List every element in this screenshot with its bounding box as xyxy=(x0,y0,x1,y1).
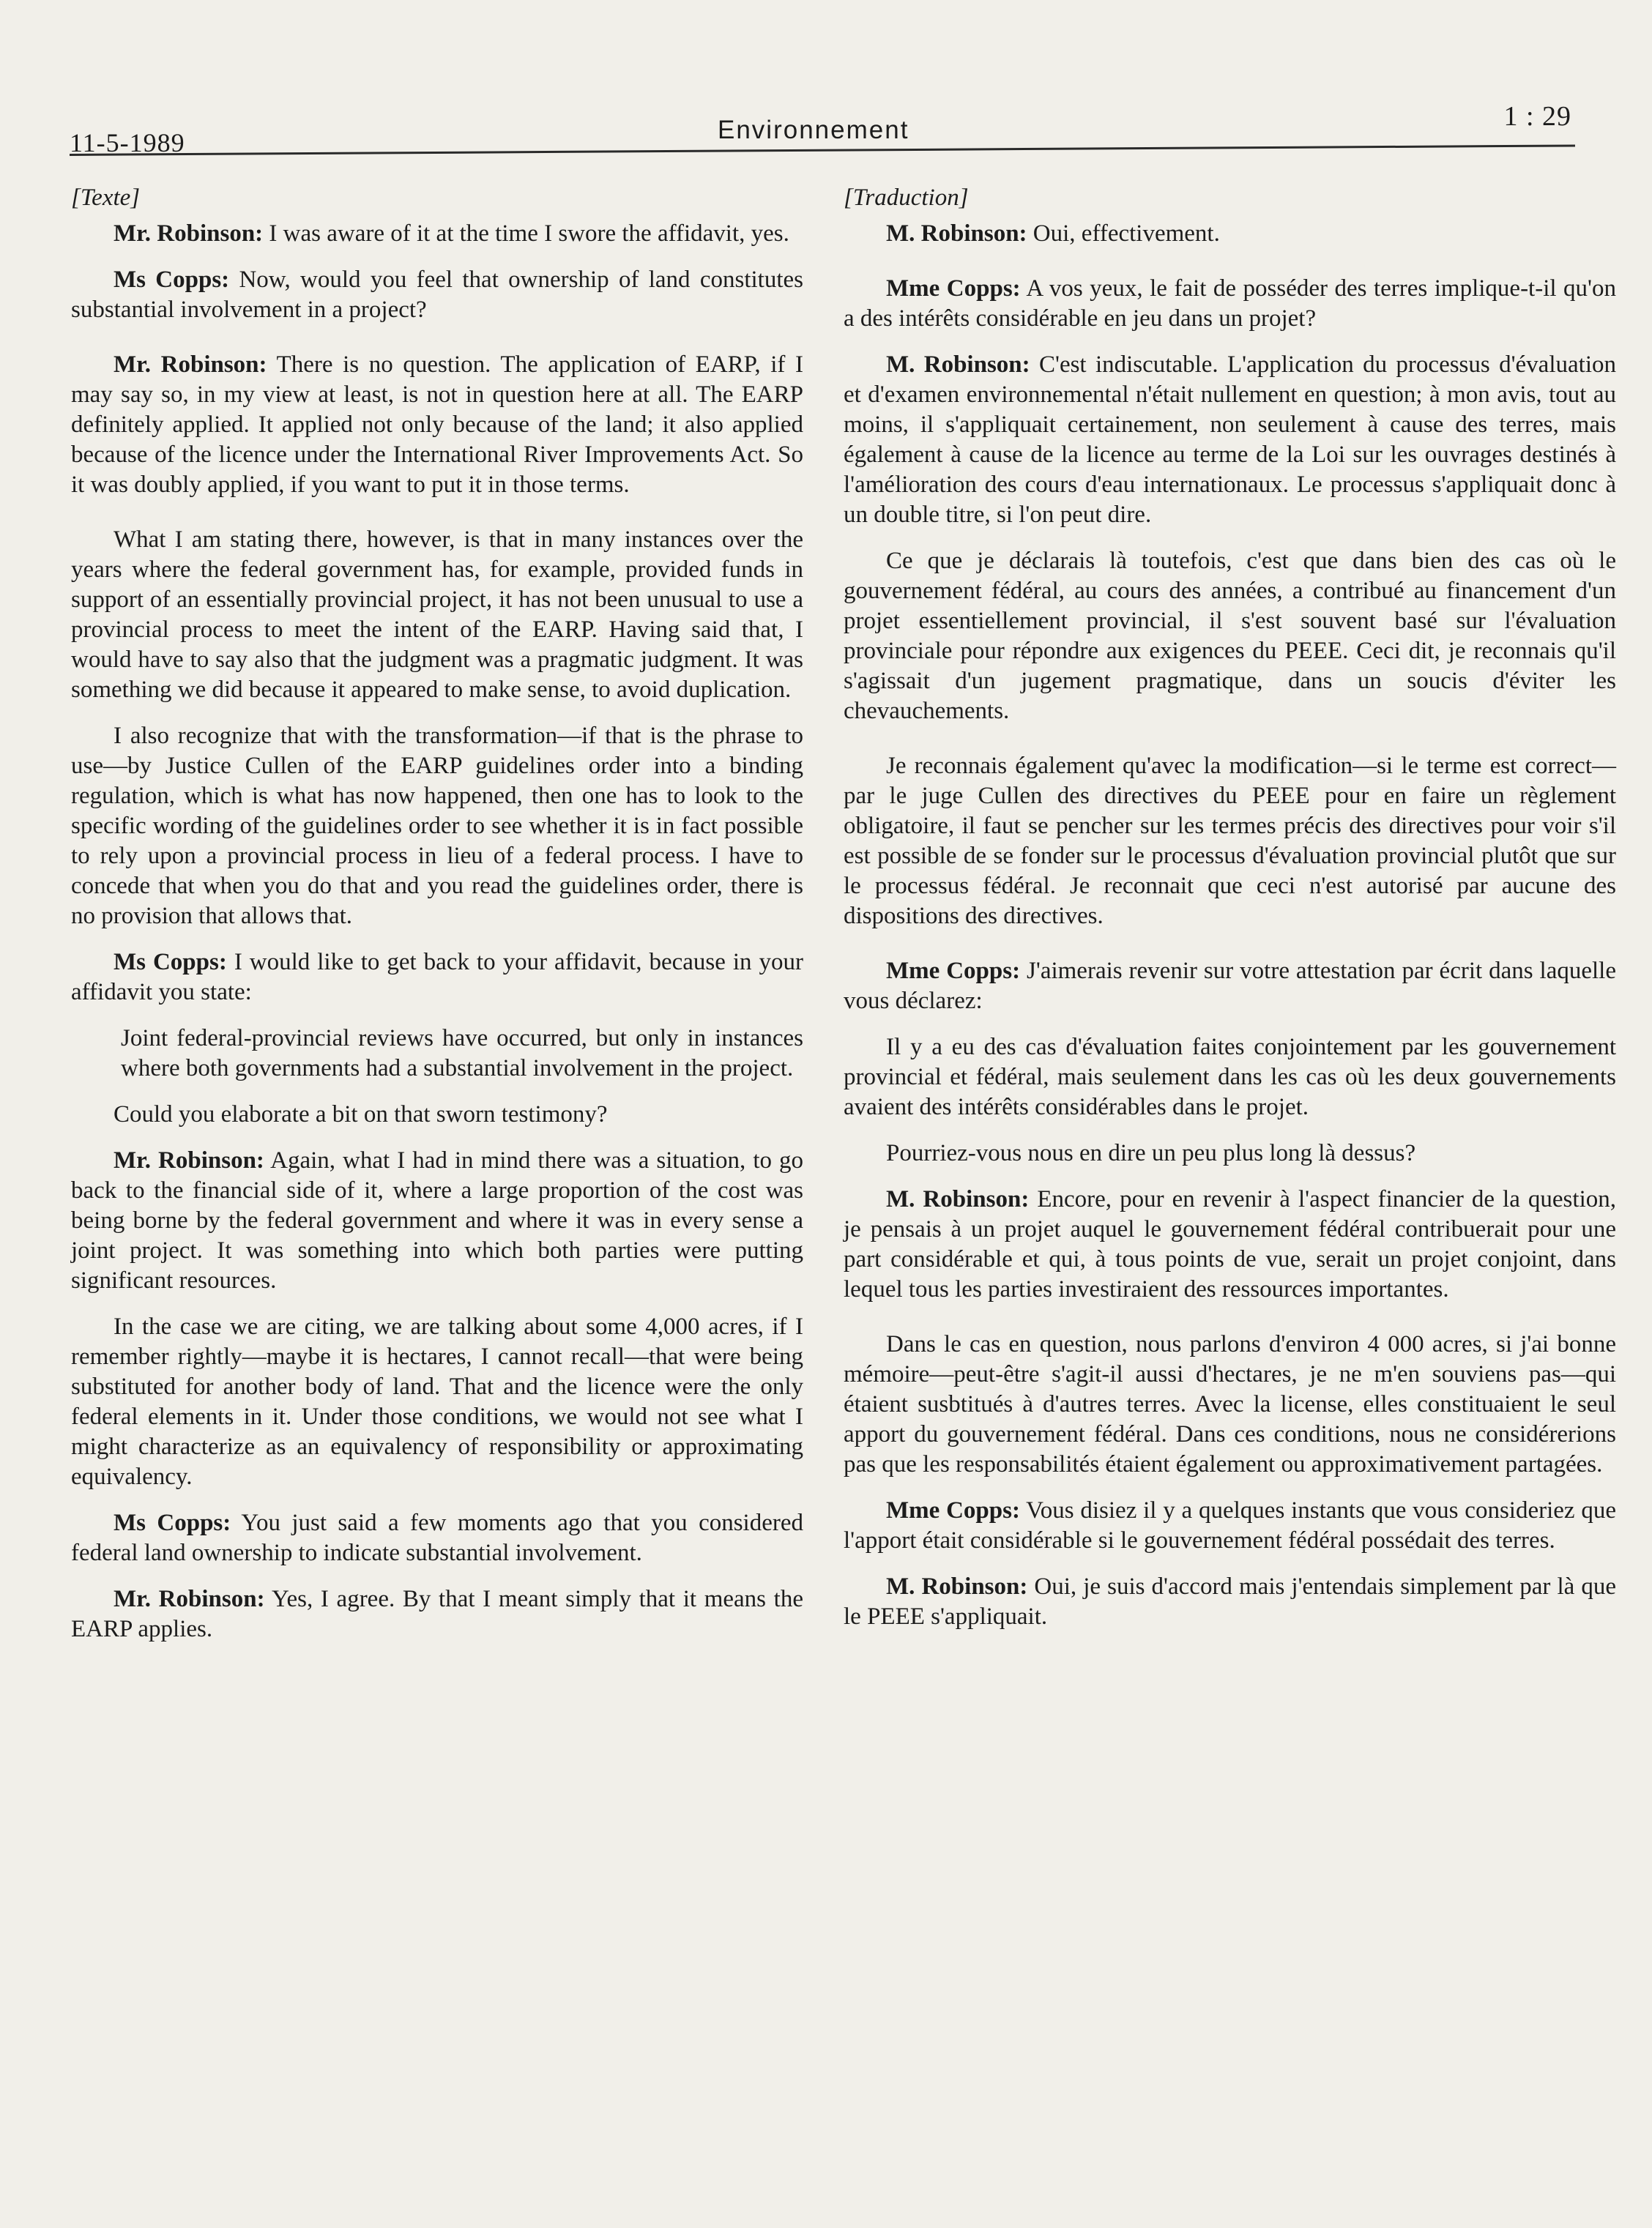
speaker-name: Mr. Robinson: xyxy=(114,1147,264,1174)
paragraph-text: I would like to get back to your affidavit, because in your affidavit you state: xyxy=(71,949,803,1005)
paragraph xyxy=(71,1146,803,1296)
speaker-name: M. Robinson: xyxy=(886,220,1027,247)
paragraph-text: Could you elaborate a bit on that sworn testimony? xyxy=(114,1101,608,1128)
paragraph-text: Oui, je suis d'accord mais j'entendais simplement par là que le PEEE s'appliquait. xyxy=(844,1573,1616,1630)
column-label: [Traduction] xyxy=(844,185,969,211)
paragraph-text: What I am stating there, however, is that in many instances over the years where the federal government has, for example, provided funds in support of an essentially provincial project, it has not been unusual to use a provincial process to meet the intent of the EARP. Having said that, I would have to say also that the judgment was a pragmatic judgment. It was something we did because it appeared to make sense, to avoid duplication. xyxy=(71,526,803,703)
paragraph-text: I was aware of it at the time I swore the affidavit, yes. xyxy=(263,220,789,247)
paragraph xyxy=(71,721,803,931)
paragraph xyxy=(844,1185,1616,1305)
paragraph-text: You just said a few moments ago that you considered federal land ownership to indicate substantial involvement. xyxy=(71,1510,804,1566)
block-quote xyxy=(844,1032,1616,1122)
speaker-name: M. Robinson: xyxy=(886,1186,1030,1212)
paragraph-text: Je reconnais également qu'avec la modification—si le terme est correct—par le juge Cullen des directives du PEEE pour en faire un règlement obligatoire, il faut se pencher sur les termes précis des directives pour voir s'il est possible de se fonder sur le processus d'évaluation provincial plutôt que sur le processus fédéral. Je reconnait que ceci n'est autorisé par aucune des dispositions des directives. xyxy=(844,753,1616,929)
speaker-name: Ms Copps: xyxy=(114,1510,231,1536)
quote-text: Il y a eu des cas d'évaluation faites conjointement par les gouvernement provincial et fédéral, mais seulement dans les cas où les deux gouvernements avaient des intérêts considérables dans le projet. xyxy=(844,1034,1616,1120)
paragraph xyxy=(71,1312,803,1492)
paragraph xyxy=(71,1584,803,1644)
paragraph-text: Oui, effectivement. xyxy=(1027,220,1220,247)
paragraph-text: Now, would you feel that ownership of land constitutes substantial involvement in a project? xyxy=(71,267,803,323)
paragraph xyxy=(844,274,1616,334)
speaker-name: M. Robinson: xyxy=(886,1573,1028,1600)
paragraph-text: Again, what I had in mind there was a situation, to go back to the financial side of it, where a large proportion of the cost was being borne by the federal government and where it was in every sense a joint project. It was something into which both parties were putting significant resources. xyxy=(71,1147,804,1294)
header-date: 11-5-1989 xyxy=(70,128,185,157)
paragraph xyxy=(71,947,803,1007)
paragraph xyxy=(844,1330,1616,1480)
block-quote xyxy=(71,1024,803,1084)
paragraph-text: Pourriez-vous nous en dire un peu plus long là dessus? xyxy=(886,1140,1416,1166)
paragraph xyxy=(844,956,1616,1016)
paragraph-text: Ce que je déclarais là toutefois, c'est que dans bien des cas où le gouvernement fédéral, au cours des années, a contribué au financement d'un projet essentiellement provincial, il s'est souvent basé sur l'évaluation provinciale pour répondre aux exigences du PEEE. Ceci dit, je reconnais qu'il s'agissait d'un jugement pragmatique, dans un soucis d'éviter les chevauchements. xyxy=(844,548,1616,724)
paragraph xyxy=(71,350,803,500)
paragraph-text: Yes, I agree. By that I meant simply that it means the EARP applies. xyxy=(71,1586,803,1642)
header-rule xyxy=(70,144,1575,156)
paragraph xyxy=(844,751,1616,931)
left-column-english xyxy=(71,183,803,1661)
speaker-name: Ms Copps: xyxy=(114,267,230,293)
speaker-name: Mr. Robinson: xyxy=(114,220,264,247)
paragraph-text: I also recognize that with the transformation—if that is the phrase to use—by Justice Cullen of the EARP guidelines order into a binding regulation, which is what has now happened, then one has to look to the specific wording of the guidelines order to see whether it is in fact possible to rely upon a provincial process in lieu of a federal process. I have to concede that when you do that and you read the guidelines order, there is no provision that allows that. xyxy=(71,723,803,929)
speaker-name: Mme Copps: xyxy=(886,958,1021,984)
paragraph-text: J'aimerais revenir sur votre attestation par écrit dans laquelle vous déclarez: xyxy=(844,958,1616,1014)
paragraph xyxy=(71,219,803,249)
paragraph-text: C'est indiscutable. L'application du processus d'évaluation et d'examen environnemental n'était nullement en question; à mon avis, tout au moins, il s'appliquait certainement, non seulement à cause des terres, mais également à cause de la licence au terme de la Loi sur les ouvrages destinés à l'amélioration des cours d'eau internationaux. Le processus s'appliquait donc à un double titre, si l'on peut dire. xyxy=(844,351,1616,528)
paragraph-text: Dans le cas en question, nous parlons d'environ 4 000 acres, si j'ai bonne mémoire—peut-être s'agit-il aussi d'hectares, je ne m'en souviens pas—qui étaient susbtitués à d'autres terres. Avec la license, elles constituaient le seul apport du gouvernement fédéral. Dans ces conditions, nous ne considérerions pas que les responsabilités étaient également ou approximativement partagées. xyxy=(844,1331,1616,1478)
paragraph xyxy=(71,525,803,705)
paragraph-text: In the case we are citing, we are talking about some 4,000 acres, if I remember rightly—maybe it is hectares, I cannot recall—that were being substituted for another body of land. That and the licence were the only federal elements in it. Under those conditions, we would not see what I might characterize as an equivalency of responsibility or approximating equivalency. xyxy=(71,1314,803,1490)
header-title: Environnement xyxy=(718,116,909,144)
paragraph xyxy=(844,1496,1616,1556)
paragraph xyxy=(71,1100,803,1130)
header-page-number: 1 : 29 xyxy=(1503,101,1571,132)
paragraph xyxy=(71,1508,803,1568)
speaker-name: Mr. Robinson: xyxy=(114,351,267,378)
speaker-name: Mr. Robinson: xyxy=(114,1586,265,1612)
paragraph xyxy=(844,546,1616,726)
speaker-name: Ms Copps: xyxy=(114,949,227,975)
paragraph xyxy=(71,265,803,325)
quote-text: Joint federal-provincial reviews have occurred, but only in instances where both governments had a substantial involvement in the project. xyxy=(121,1025,803,1081)
speaker-name: M. Robinson: xyxy=(886,351,1030,378)
paragraph xyxy=(844,219,1616,249)
paragraph xyxy=(844,1572,1616,1632)
paragraph-text: There is no question. The application of EARP, if I may say so, in my view at least, is not in question here at all. The EARP definitely applied. It applied not only because of the land; it also applied because of the licence under the International River Improvements Act. So it was doubly applied, if you want to put it in those terms. xyxy=(71,351,804,498)
column-label: [Texte] xyxy=(71,185,141,211)
speaker-name: Mme Copps: xyxy=(886,1497,1020,1524)
paragraph-text: A vos yeux, le fait de posséder des terres implique-t-il qu'on a des intérêts considérable en jeu dans un projet? xyxy=(844,275,1616,332)
speaker-name: Mme Copps: xyxy=(886,275,1021,302)
right-column-french xyxy=(844,183,1616,1648)
paragraph xyxy=(844,1139,1616,1169)
paragraph xyxy=(844,350,1616,530)
paragraph-text: Vous disiez il y a quelques instants que vous consideriez que l'apport était considérable si le gouvernement fédéral possédait des terres. xyxy=(844,1497,1616,1554)
paragraph-text: Encore, pour en revenir à l'aspect financier de la question, je pensais à un projet auquel le gouvernement fédéral contribuerait pour une part considérable et qui, à tous points de vue, serait un projet conjoint, dans lequel tous les parties investiraient des ressources importantes. xyxy=(844,1186,1616,1303)
